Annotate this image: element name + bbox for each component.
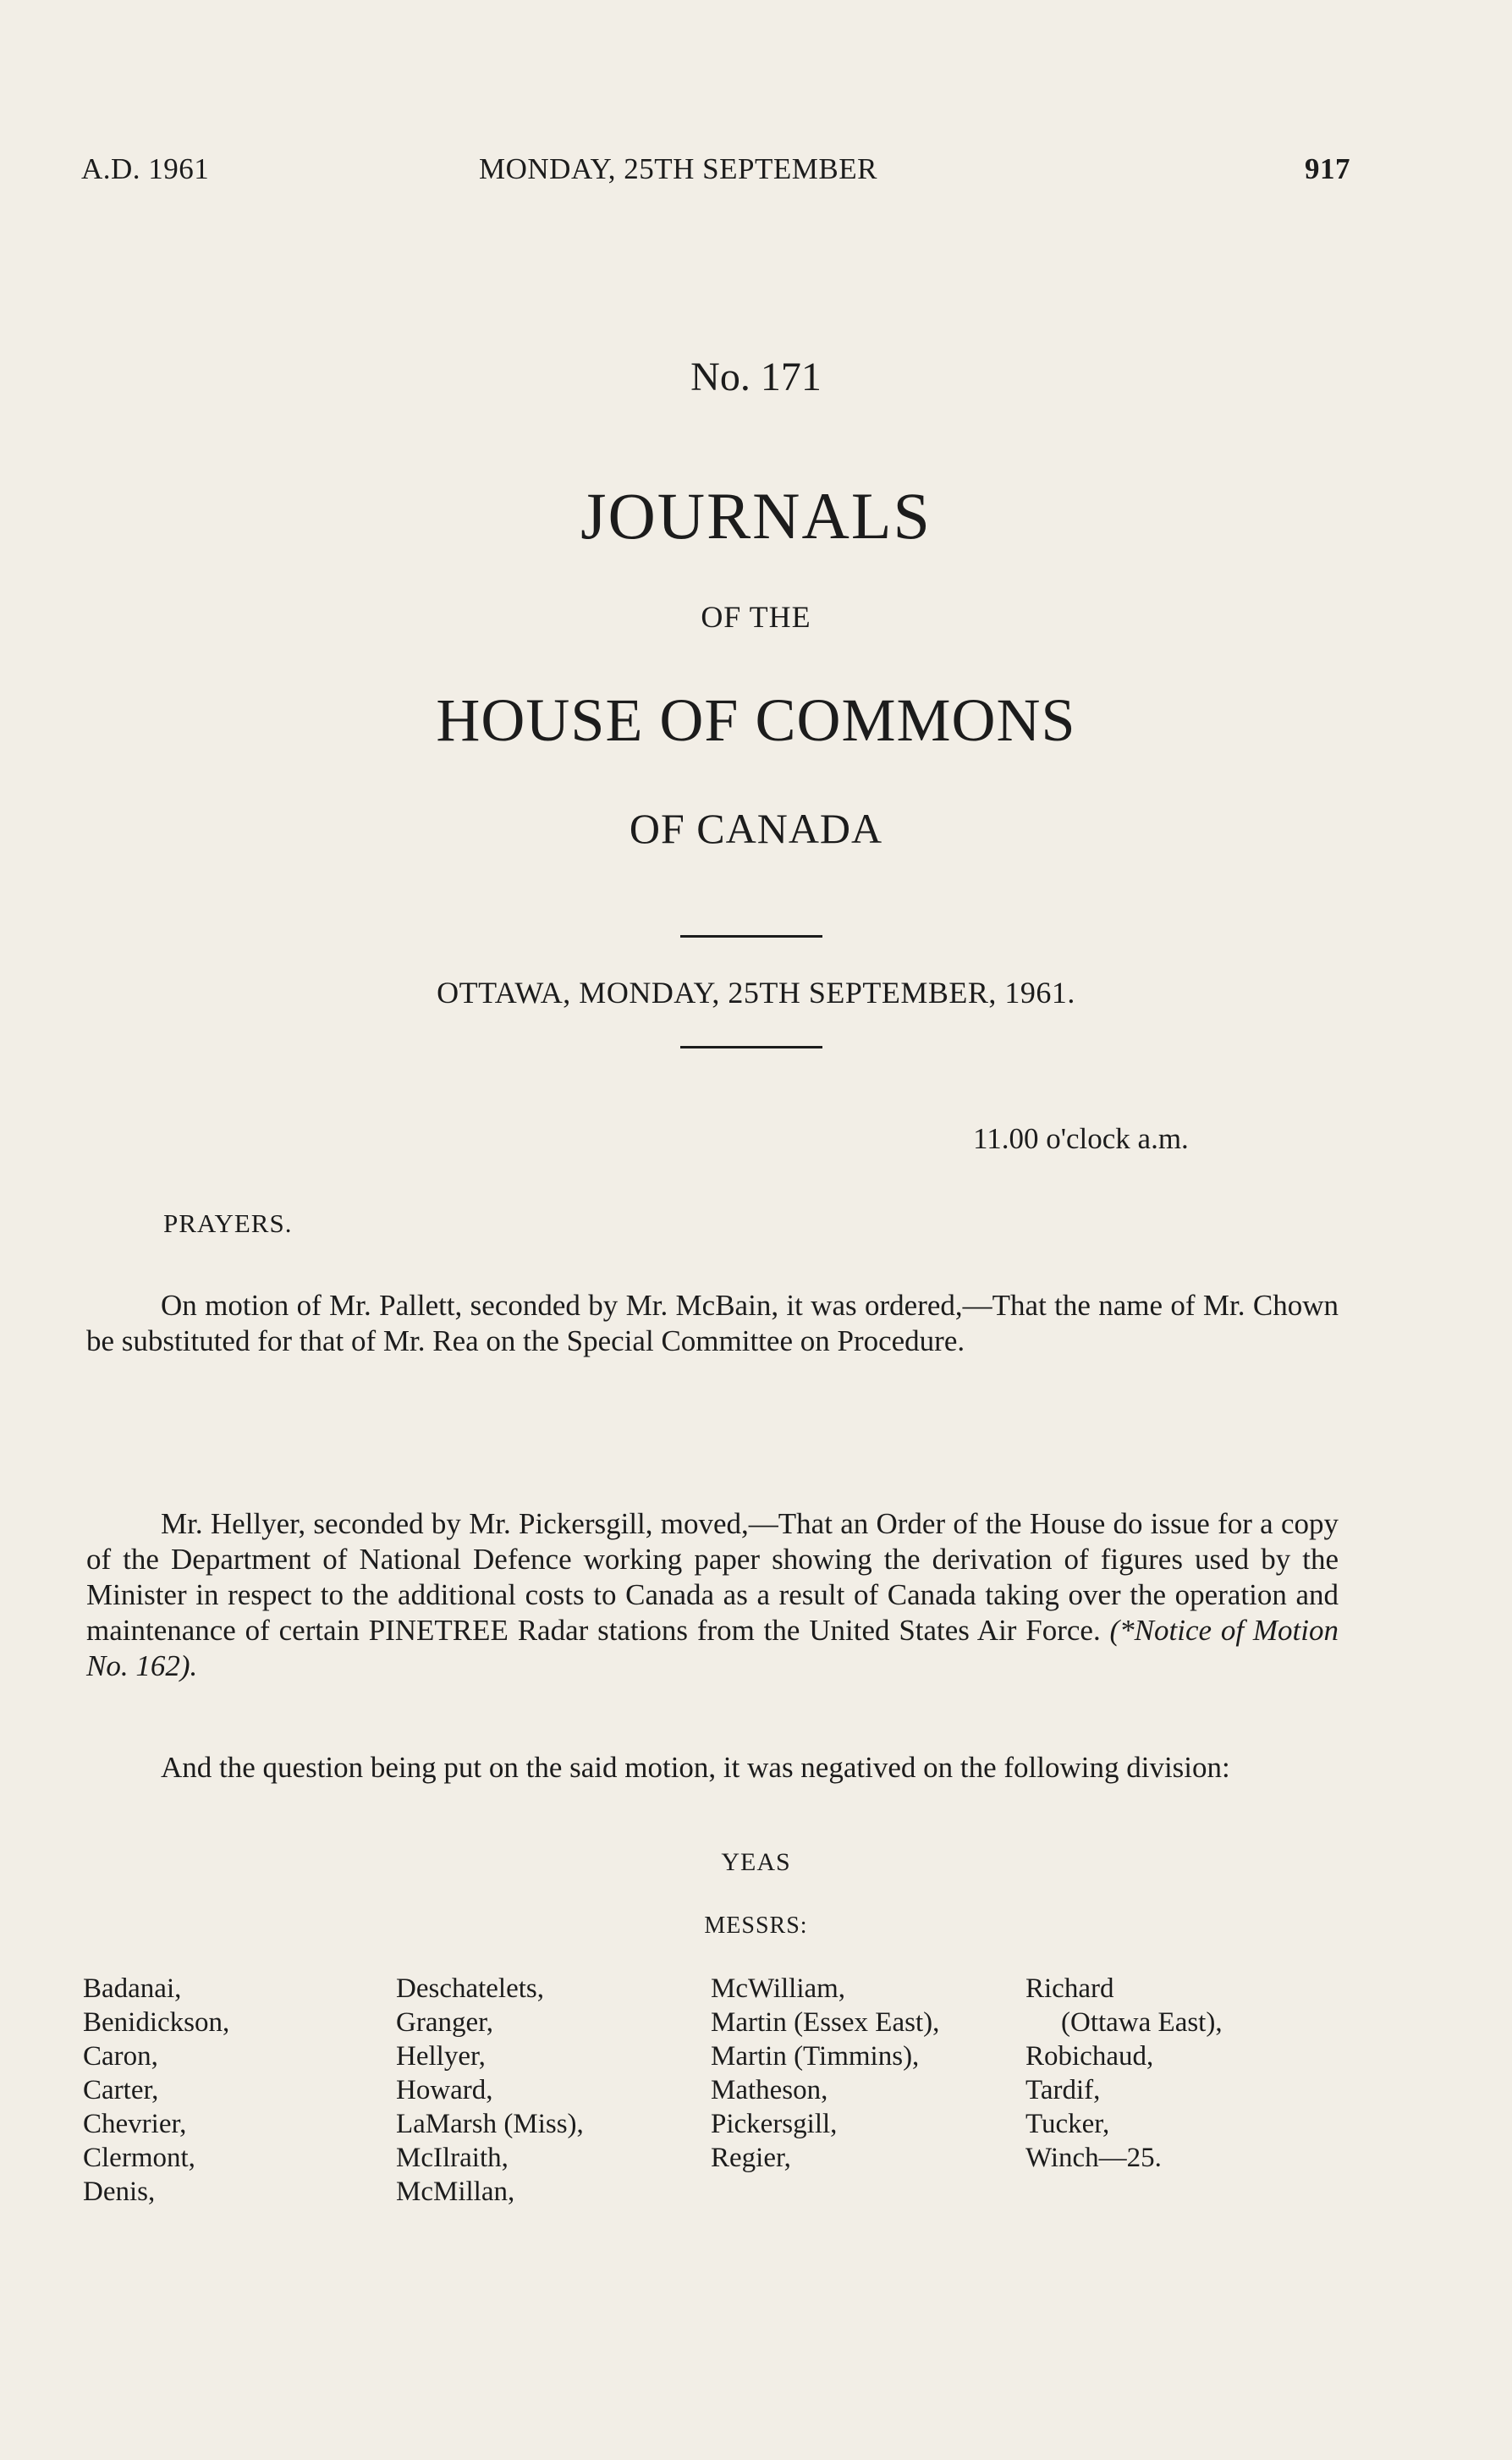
divider-rule — [680, 935, 822, 938]
names-column-1 — [83, 1972, 388, 2209]
header-year: A.D. 1961 — [81, 152, 210, 185]
member-name: Tucker, — [1025, 2109, 1110, 2139]
member-name: Robichaud, — [1025, 2041, 1154, 2072]
member-name: Howard, — [396, 2075, 493, 2105]
member-name: McMillan, — [396, 2177, 515, 2207]
member-name: Winch—25. — [1025, 2143, 1162, 2173]
journal-title: JOURNALS — [580, 479, 932, 553]
sitting-time: 11.00 o'clock a.m. — [973, 1122, 1189, 1155]
member-name: Denis, — [83, 2177, 156, 2207]
paragraph-committee-substitution: On motion of Mr. Pallett, seconded by Mr. McBain, it was ordered,—That the name of Mr. Chown be substituted for that of Mr. Rea on the Special Committee on Procedure. — [86, 1289, 1339, 1357]
divider-rule — [680, 1046, 822, 1048]
member-name: Deschatelets, — [396, 1973, 545, 2004]
member-name: Carter, — [83, 2075, 159, 2105]
messrs-heading: MESSRS: — [704, 1912, 808, 1939]
member-name: LaMarsh (Miss), — [396, 2109, 584, 2139]
paragraph-division: And the question being put on the said motion, it was negatived on the following division: — [161, 1751, 1230, 1784]
title-of-the: OF THE — [701, 600, 811, 634]
names-column-2 — [396, 1972, 701, 2209]
page-number: 917 — [1305, 152, 1350, 185]
member-name: Caron, — [83, 2041, 158, 2072]
member-name: Regier, — [711, 2143, 791, 2173]
member-name: Matheson, — [711, 2075, 828, 2105]
dateline: OTTAWA, MONDAY, 25TH SEPTEMBER, 1961. — [437, 976, 1075, 1010]
title-of-canada: OF CANADA — [629, 805, 883, 852]
member-name: Badanai, — [83, 1973, 182, 2004]
yeas-heading: YEAS — [721, 1848, 791, 1876]
member-name: Tardif, — [1025, 2075, 1101, 2105]
names-column-4 — [1025, 1972, 1330, 2175]
motion-text: Mr. Hellyer, seconded by Mr. Pickersgill, moved,—That an Order of the House do issue for a copy of the Department of National Defence working paper showing the derivation of figures used by the Minister in respect to the additional costs to Canada as a result of Canada taking over the operation and maintenance of certain PINETREE Radar stations from the United States Air Force. — [86, 1507, 1339, 1647]
member-name: Pickersgill, — [711, 2109, 838, 2139]
header-date: MONDAY, 25TH SEPTEMBER — [479, 152, 877, 185]
names-column-3 — [711, 1972, 1015, 2175]
member-name: Martin (Essex East), — [711, 2007, 940, 2038]
paragraph-hellyer-motion — [86, 1506, 1339, 1684]
member-name: (Ottawa East), — [1061, 2007, 1223, 2038]
member-name: Granger, — [396, 2007, 494, 2038]
notice-of-motion: (*Notice of Motion No. 162). — [86, 1614, 1339, 1682]
prayers-heading: PRAYERS. — [163, 1208, 293, 1238]
title-house-of-commons: HOUSE OF COMMONS — [436, 686, 1076, 754]
member-name: McIlraith, — [396, 2143, 509, 2173]
member-name: Martin (Timmins), — [711, 2041, 920, 2072]
issue-number: No. 171 — [690, 355, 822, 399]
member-name: Benidickson, — [83, 2007, 230, 2038]
member-name: Clermont, — [83, 2143, 195, 2173]
member-name: McWilliam, — [711, 1973, 846, 2004]
member-name: Chevrier, — [83, 2109, 187, 2139]
running-head — [81, 152, 1350, 195]
member-name: Richard — [1025, 1973, 1114, 2004]
member-name: Hellyer, — [396, 2041, 486, 2072]
